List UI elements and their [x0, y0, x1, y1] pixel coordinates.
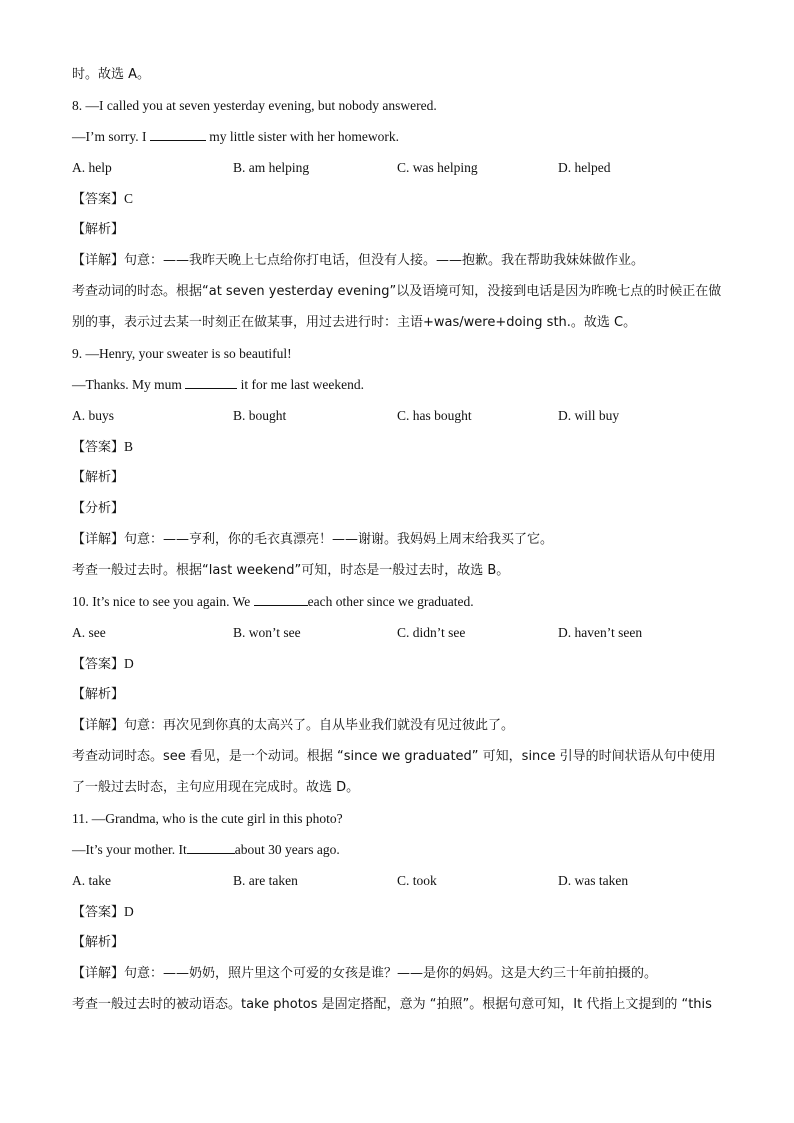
detail-line — [72, 714, 732, 745]
answer-tag: 【答案】 — [72, 440, 125, 455]
answer-line — [72, 435, 732, 466]
text-line: 时。故选 A。 — [72, 67, 151, 82]
question-11-stem: 11. —Grandma, who is the cute girl in this photo? — [72, 811, 343, 826]
option-d: D. haven’t seen — [558, 625, 643, 640]
option-a: A. buys — [72, 408, 115, 423]
answer-tag: 【答案】 — [72, 657, 125, 672]
dialogue-text: it for me last weekend. — [237, 377, 364, 392]
option-b: B. am helping — [233, 160, 310, 175]
answer-value: B — [124, 439, 134, 454]
explanation-line: 考查动词时态。see 看见，是一个动词。根据 “since we graduated” 可知，since 引导的时间状语从句中使用 — [72, 749, 716, 764]
answer-value: C — [124, 191, 134, 206]
detail-tag: 【详解】 — [72, 532, 125, 547]
detail-tag: 【详解】 — [72, 718, 125, 733]
analysis-tag: 【解析】 — [72, 222, 125, 237]
analysis-tag: 【解析】 — [72, 470, 125, 485]
detail-tag: 【详解】 — [72, 253, 125, 268]
option-b: B. won’t see — [233, 625, 301, 640]
option-b: B. bought — [233, 408, 287, 423]
explanation-line: 了一般过去时态，主句应用现在完成时。故选 D。 — [72, 780, 360, 795]
question-9-stem: 9. —Henry, your sweater is so beautiful! — [72, 346, 292, 361]
answer-tag: 【答案】 — [72, 905, 125, 920]
explanation-line: 考查一般过去时的被动语态。take photos 是固定搭配，意为 “拍照”。根据句意可知，It 代指上文提到的 “this — [72, 997, 712, 1012]
stem-text: each other since we graduated. — [307, 594, 474, 609]
option-c: C. took — [397, 873, 437, 888]
answer-line — [72, 187, 732, 218]
analysis-tag: 【解析】 — [72, 687, 125, 702]
dialogue-text: —It’s your mother. It — [72, 842, 187, 857]
answer-blank — [187, 839, 235, 854]
explanation-line: 考查一般过去时。根据“last weekend”可知，时态是一般过去时，故选 B。 — [72, 563, 510, 578]
detail-text: 句意：——我昨天晚上七点给你打电话，但没有人接。——抱歉。我在帮助我妹妹做作业。 — [124, 253, 645, 268]
detail-line — [72, 962, 732, 993]
option-d: D. helped — [558, 160, 611, 175]
question-9-options — [72, 404, 732, 435]
dialogue-text: —Thanks. My mum — [72, 377, 186, 392]
question-11-options — [72, 869, 732, 900]
stem-text: 10. It’s nice to see you again. We — [72, 594, 254, 609]
question-9-dialogue — [72, 373, 732, 404]
answer-blank — [254, 591, 308, 606]
detail-text: 句意：再次见到你真的太高兴了。自从毕业我们就没有见过彼此了。 — [124, 718, 515, 733]
detail-text: 句意：——奶奶，照片里这个可爱的女孩是谁？——是你的妈妈。这是大约三十年前拍摄的。 — [124, 966, 658, 981]
detail-line — [72, 528, 732, 559]
detail-text: 句意：——亨利，你的毛衣真漂亮！——谢谢。我妈妈上周末给我买了它。 — [124, 532, 554, 547]
answer-tag: 【答案】 — [72, 192, 125, 207]
detail-line — [72, 249, 732, 280]
explanation-line: 考查动词的时态。根据“at seven yesterday evening”以及语境可知，没接到电话是因为昨晚七点的时候正在做 — [72, 284, 722, 299]
dialogue-text: —I’m sorry. I — [72, 129, 150, 144]
answer-blank — [185, 374, 237, 389]
answer-value: D — [124, 904, 134, 919]
option-d: D. will buy — [558, 408, 620, 423]
option-a: A. help — [72, 160, 112, 175]
question-10-options — [72, 621, 732, 652]
document-page — [72, 63, 732, 1024]
question-8-dialogue — [72, 125, 732, 156]
answer-line — [72, 652, 732, 683]
option-c: C. has bought — [397, 408, 472, 423]
dialogue-text: about 30 years ago. — [234, 842, 340, 857]
option-c: C. was helping — [397, 160, 478, 175]
option-b: B. are taken — [233, 873, 298, 888]
question-8-stem: 8. —I called you at seven yesterday evening, but nobody answered. — [72, 98, 437, 113]
question-10-stem — [72, 590, 732, 621]
answer-value: D — [124, 656, 134, 671]
detail-tag: 【详解】 — [72, 966, 125, 981]
question-11-dialogue — [72, 838, 732, 869]
option-a: A. take — [72, 873, 111, 888]
explanation-line: 别的事，表示过去某一时刻正在做某事，用过去进行时：主语+was/were+doing sth.。故选 C。 — [72, 315, 637, 330]
option-c: C. didn’t see — [397, 625, 466, 640]
question-8-options — [72, 156, 732, 187]
answer-line — [72, 900, 732, 931]
option-d: D. was taken — [558, 873, 629, 888]
analysis-sub-tag: 【分析】 — [72, 501, 125, 516]
option-a: A. see — [72, 625, 106, 640]
dialogue-text: my little sister with her homework. — [205, 129, 399, 144]
analysis-tag: 【解析】 — [72, 935, 125, 950]
answer-blank — [150, 126, 206, 141]
